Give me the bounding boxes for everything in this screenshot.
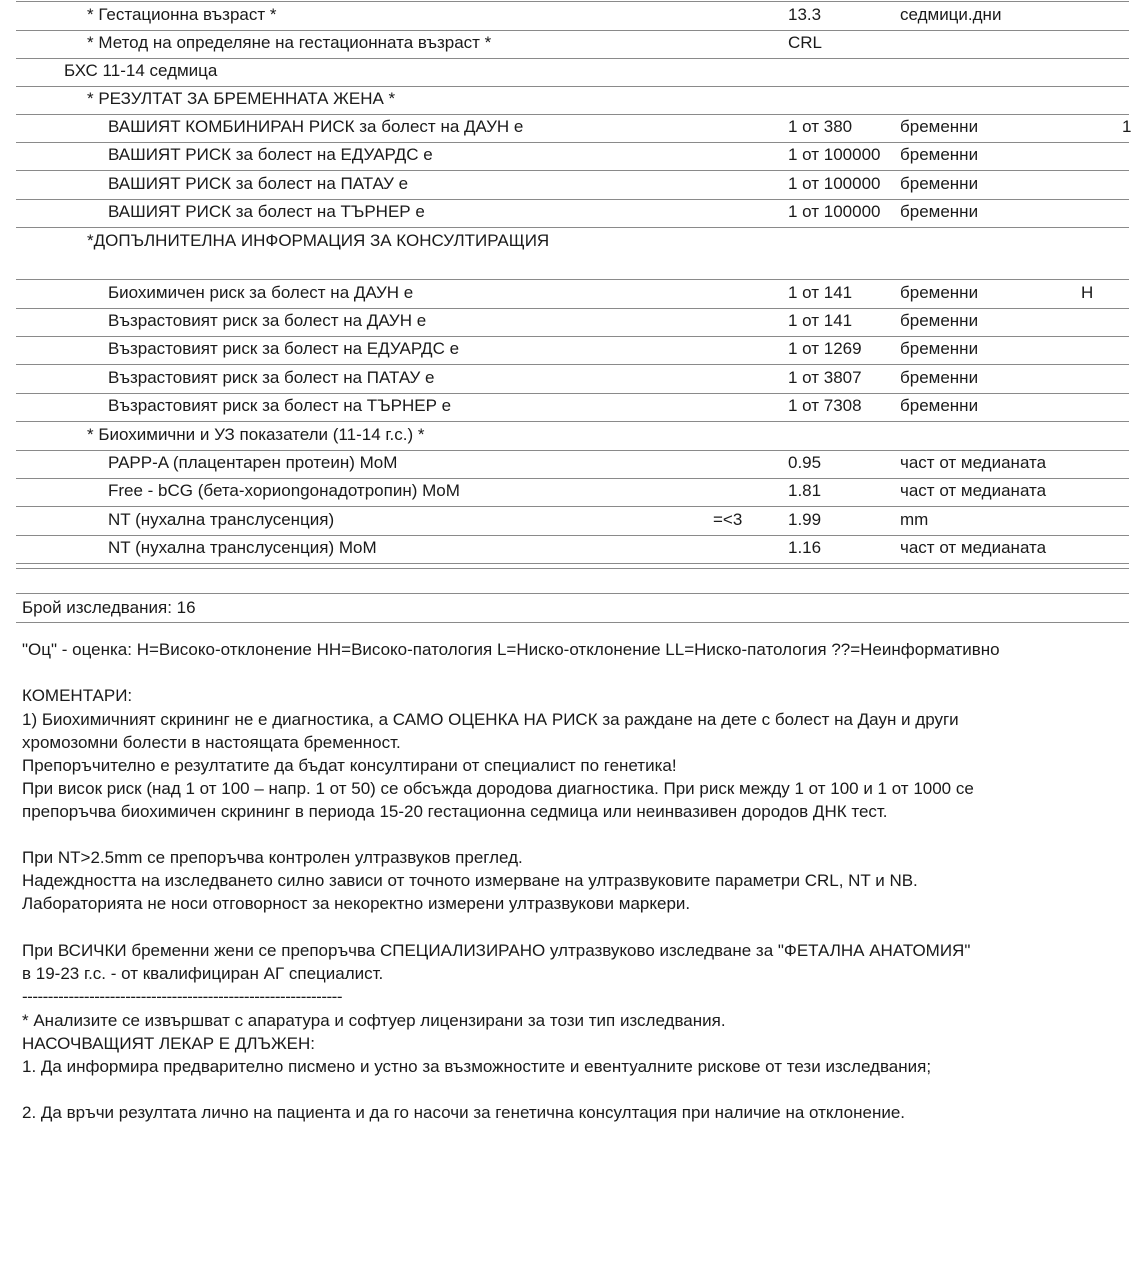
table-row — [16, 308, 1129, 337]
table-row — [16, 336, 1129, 365]
row-value: 1 от 100000 — [788, 174, 881, 193]
row-unit: част от медианата — [900, 453, 1047, 472]
table-section-header — [16, 228, 1129, 280]
table-row — [16, 171, 1129, 200]
comment-text: в 19-23 г.с. - от квалифициран АГ специалист. — [22, 964, 384, 983]
table-row — [16, 478, 1129, 507]
comment-text: При NT>2.5mm се препоръчва контролен ултразвуков преглед. — [22, 848, 523, 867]
row-unit: бременни — [900, 202, 979, 221]
row-value: 1.99 — [788, 510, 822, 529]
divider — [16, 622, 1129, 623]
row-unit: бременни — [900, 339, 979, 358]
assessment-legend: "Оц" - оценка: H=Високо-отклонение HH=Високо-патология L=Ниско-отклонение LL=Ниско-патология ??=Неинформативно — [22, 640, 1000, 659]
comment-text: 1) Биохимичният скрининг не е диагностика, а САМО ОЦЕНКА НА РИСК за раждане на дете с болест на Даун и други — [22, 710, 959, 729]
row-reference: =<3 — [713, 510, 743, 529]
row-value: 1 от 7308 — [788, 396, 862, 415]
row-label: ВАШИЯТ КОМБИНИРАН РИСК за болест на ДАУН е — [108, 117, 524, 136]
row-unit: част от медианата — [900, 538, 1047, 557]
comment-text: хромозомни болести в настоящата бременност. — [22, 733, 401, 752]
row-label: NT (нухална транслусенция) — [108, 510, 335, 529]
comment-text: При ВСИЧКИ бременни жени се препоръчва СПЕЦИАЛИЗИРАНО ултразвуково изследване за "ФЕТАЛНА АНАТОМИЯ" — [22, 941, 971, 960]
table-row — [16, 393, 1129, 422]
table-row — [16, 199, 1129, 228]
row-value: 1 от 141 — [788, 283, 853, 302]
comment-text: Препоръчително е резултатите да бъдат консултирани от специалист по генетика! — [22, 756, 677, 775]
table-bottom-border — [16, 568, 1129, 569]
row-unit: бременни — [900, 283, 979, 302]
table-section-header — [16, 422, 1129, 451]
comment-text: Надеждността на изследването силно зависи от точното измерване на ултразвуковите параметри CRL, NT и NB. — [22, 871, 918, 890]
row-value: 1.81 — [788, 481, 822, 500]
row-value: 0.95 — [788, 453, 822, 472]
row-value: 13.3 — [788, 5, 822, 24]
row-unit: бременни — [900, 145, 979, 164]
divider — [16, 593, 1129, 594]
table-section-header — [16, 58, 1129, 87]
row-label: * РЕЗУЛТАТ ЗА БРЕМЕННАТА ЖЕНА * — [87, 89, 396, 108]
dashed-separator: -------------------------------------------------------------- — [22, 987, 342, 1006]
row-label: *ДОПЪЛНИТЕЛНА ИНФОРМАЦИЯ ЗА КОНСУЛТИРАЩИЯ — [87, 231, 550, 250]
row-unit: седмици.дни — [900, 5, 1002, 24]
comment-text: Лабораторията не носи отговорност за некоректно измерени ултразвукови маркери. — [22, 894, 691, 913]
row-unit: бременни — [900, 117, 979, 136]
row-unit: бременни — [900, 311, 979, 330]
table-row — [16, 280, 1129, 309]
row-label: БХС 11-14 седмица — [64, 61, 218, 80]
row-label: * Гестационна възраст * — [87, 5, 277, 24]
row-value: 1 от 1269 — [788, 339, 862, 358]
row-label: Възрастовият риск за болест на ЕДУАРДС е — [108, 339, 460, 358]
table-row — [16, 507, 1129, 536]
row-unit: бременни — [900, 368, 979, 387]
footnote-text: * Анализите се извършват с апаратура и софтуер лицензирани за този тип изследвания. — [22, 1011, 726, 1030]
footnote-text: 2. Да връчи резултата лично на пациента и да го насочи за генетична консултация при наличие на отклонение. — [22, 1103, 906, 1122]
row-unit: бременни — [900, 396, 979, 415]
row-value: 1 от 100000 — [788, 145, 881, 164]
row-value: 1 от 3807 — [788, 368, 862, 387]
row-value: 1 от 100000 — [788, 202, 881, 221]
row-extra: 1 — [1122, 117, 1131, 136]
comment-text: препоръчва биохимичен скрининг в периода 15-20 гестационна седмица или неинвазивен дородов ДНК тест. — [22, 802, 888, 821]
row-value: 1.16 — [788, 538, 822, 557]
table-section-header — [16, 86, 1129, 115]
row-label: PAPP-A (плацентарен протеин) MoM — [108, 453, 398, 472]
row-label: ВАШИЯТ РИСК за болест на ТЪРНЕР е — [108, 202, 425, 221]
table-row — [16, 2, 1129, 31]
comment-text: При висок риск (над 1 от 100 – напр. 1 от 50) се обсъжда дородова диагностика. При риск между 1 от 100 и 1 от 1000 се — [22, 779, 974, 798]
row-label: ВАШИЯТ РИСК за болест на ЕДУАРДС е — [108, 145, 433, 164]
row-unit: бременни — [900, 174, 979, 193]
table-row — [16, 114, 1129, 143]
row-label: Възрастовият риск за болест на ПАТАУ е — [108, 368, 435, 387]
footnote-text: НАСОЧВАЩИЯТ ЛЕКАР Е ДЛЪЖЕН: — [22, 1034, 316, 1053]
row-flag: H — [1081, 283, 1094, 302]
row-unit: mm — [900, 510, 929, 529]
table-row — [16, 450, 1129, 479]
row-label: Възрастовият риск за болест на ДАУН е — [108, 311, 427, 330]
row-label: Биохимичен риск за болест на ДАУН е — [108, 283, 414, 302]
row-value: CRL — [788, 33, 823, 52]
row-label: ВАШИЯТ РИСК за болест на ПАТАУ е — [108, 174, 409, 193]
study-count: Брой изследвания: 16 — [22, 598, 196, 617]
row-label: NT (нухална транслусенция) MoM — [108, 538, 377, 557]
table-row — [16, 365, 1129, 394]
row-value: 1 от 141 — [788, 311, 853, 330]
comments-heading: КОМЕНТАРИ: — [22, 686, 133, 705]
row-label: Възрастовият риск за болест на ТЪРНЕР е — [108, 396, 452, 415]
table-row — [16, 30, 1129, 59]
row-label: Free - bCG (бета-хориongонадотропин) MoM — [108, 481, 460, 500]
table-row — [16, 535, 1129, 564]
row-label: * Метод на определяне на гестационната възраст * — [87, 33, 492, 52]
row-unit: част от медианата — [900, 481, 1047, 500]
row-value: 1 от 380 — [788, 117, 853, 136]
row-label: * Биохимични и УЗ показатели (11-14 г.с.) * — [87, 425, 425, 444]
table-row — [16, 142, 1129, 171]
footnote-text: 1. Да информира предварително писмено и устно за възможностите и евентуалните рискове от тези изследвания; — [22, 1057, 932, 1076]
